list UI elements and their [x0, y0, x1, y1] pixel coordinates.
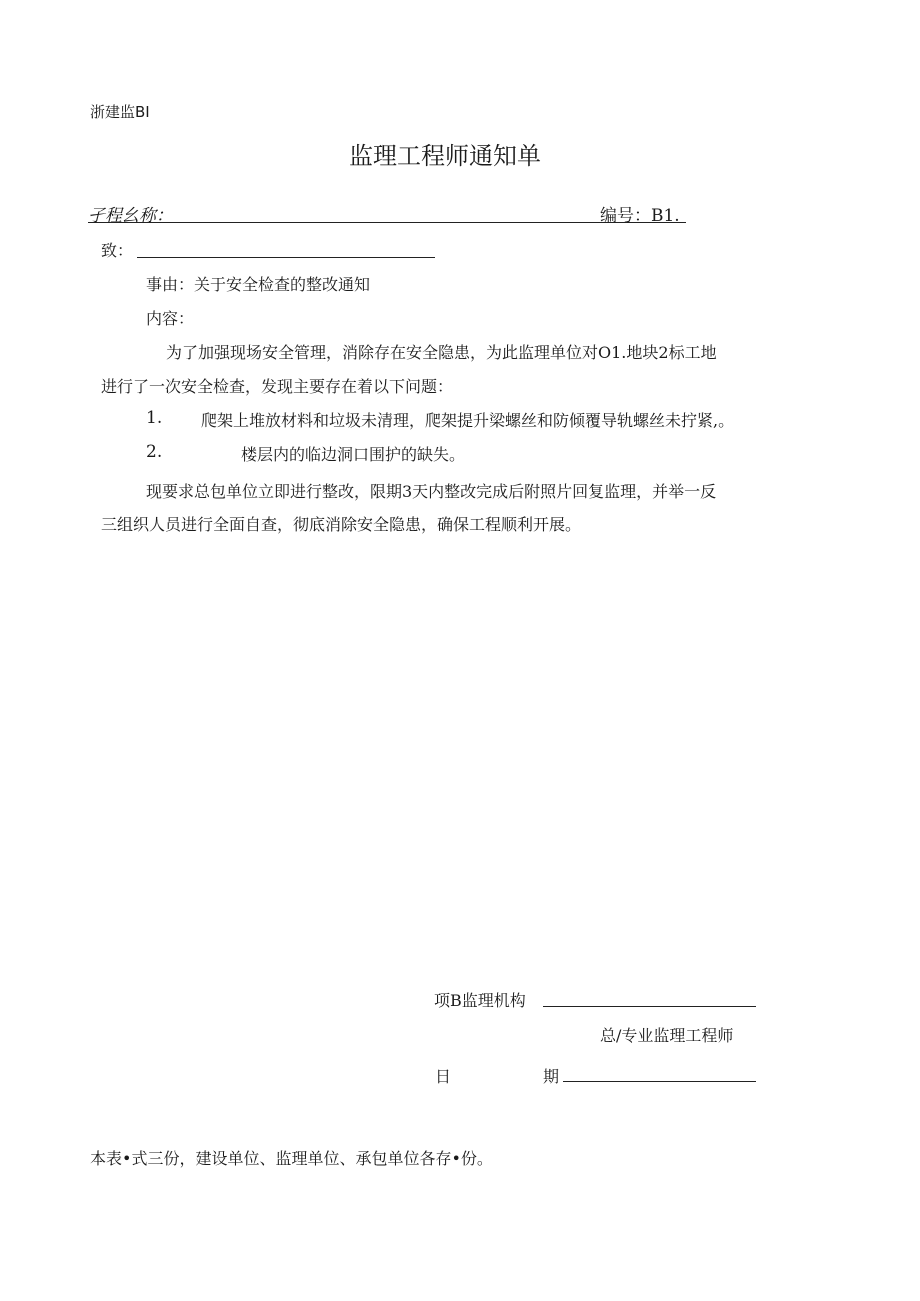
issue-text: 楼层内的临边洞口围护的缺失。 — [241, 445, 466, 464]
recipient-underline — [137, 257, 435, 258]
issue-text: 爬架上堆放材料和垃圾未清理，爬架提升梁螺丝和防倾覆导轨螺丝未拧紧,。 — [201, 411, 735, 430]
paragraph-2-line-2: 三组织人员进行全面自查，彻底消除安全隐患，确保工程顺利开展。 — [101, 515, 582, 534]
project-name-label: 孑程幺称： — [88, 206, 173, 226]
date-underline — [563, 1081, 756, 1082]
paragraph-2-line-1: 现要求总包单位立即进行整改，限期3天内整改完成后附照片回复监理，并举一反 — [146, 482, 717, 501]
paragraph-1-line-2: 进行了一次安全检查，发现主要存在着以下问题： — [101, 377, 454, 396]
document-title: 监理工程师通知单 — [349, 142, 541, 170]
issue-number: 2. — [146, 442, 163, 462]
recipient-label: 致： — [101, 241, 134, 260]
paragraph-1-line-1: 为了加强现场安全管理，消除存在安全隐患，为此监理单位对O1.地块2标工地 — [166, 343, 717, 362]
supervision-org-underline — [543, 1006, 756, 1007]
form-code: 浙建监BI — [90, 103, 150, 121]
date-label-left: 日 — [435, 1067, 452, 1086]
date-label-right: 期 — [543, 1067, 560, 1086]
project-name-underline — [88, 222, 686, 223]
footer-note: 本表•式三份，建设单位、监理单位、承包单位各存•份。 — [90, 1149, 493, 1168]
content-label: 内容： — [146, 309, 195, 328]
supervision-org-label: 项B监理机构 — [434, 991, 526, 1010]
engineer-label: 总/专业监理工程师 — [600, 1026, 734, 1045]
subject-line: 事由：关于安全检查的整改通知 — [146, 275, 371, 294]
issue-number: 1. — [146, 408, 163, 428]
document-number: 编号：B1. — [600, 206, 680, 226]
